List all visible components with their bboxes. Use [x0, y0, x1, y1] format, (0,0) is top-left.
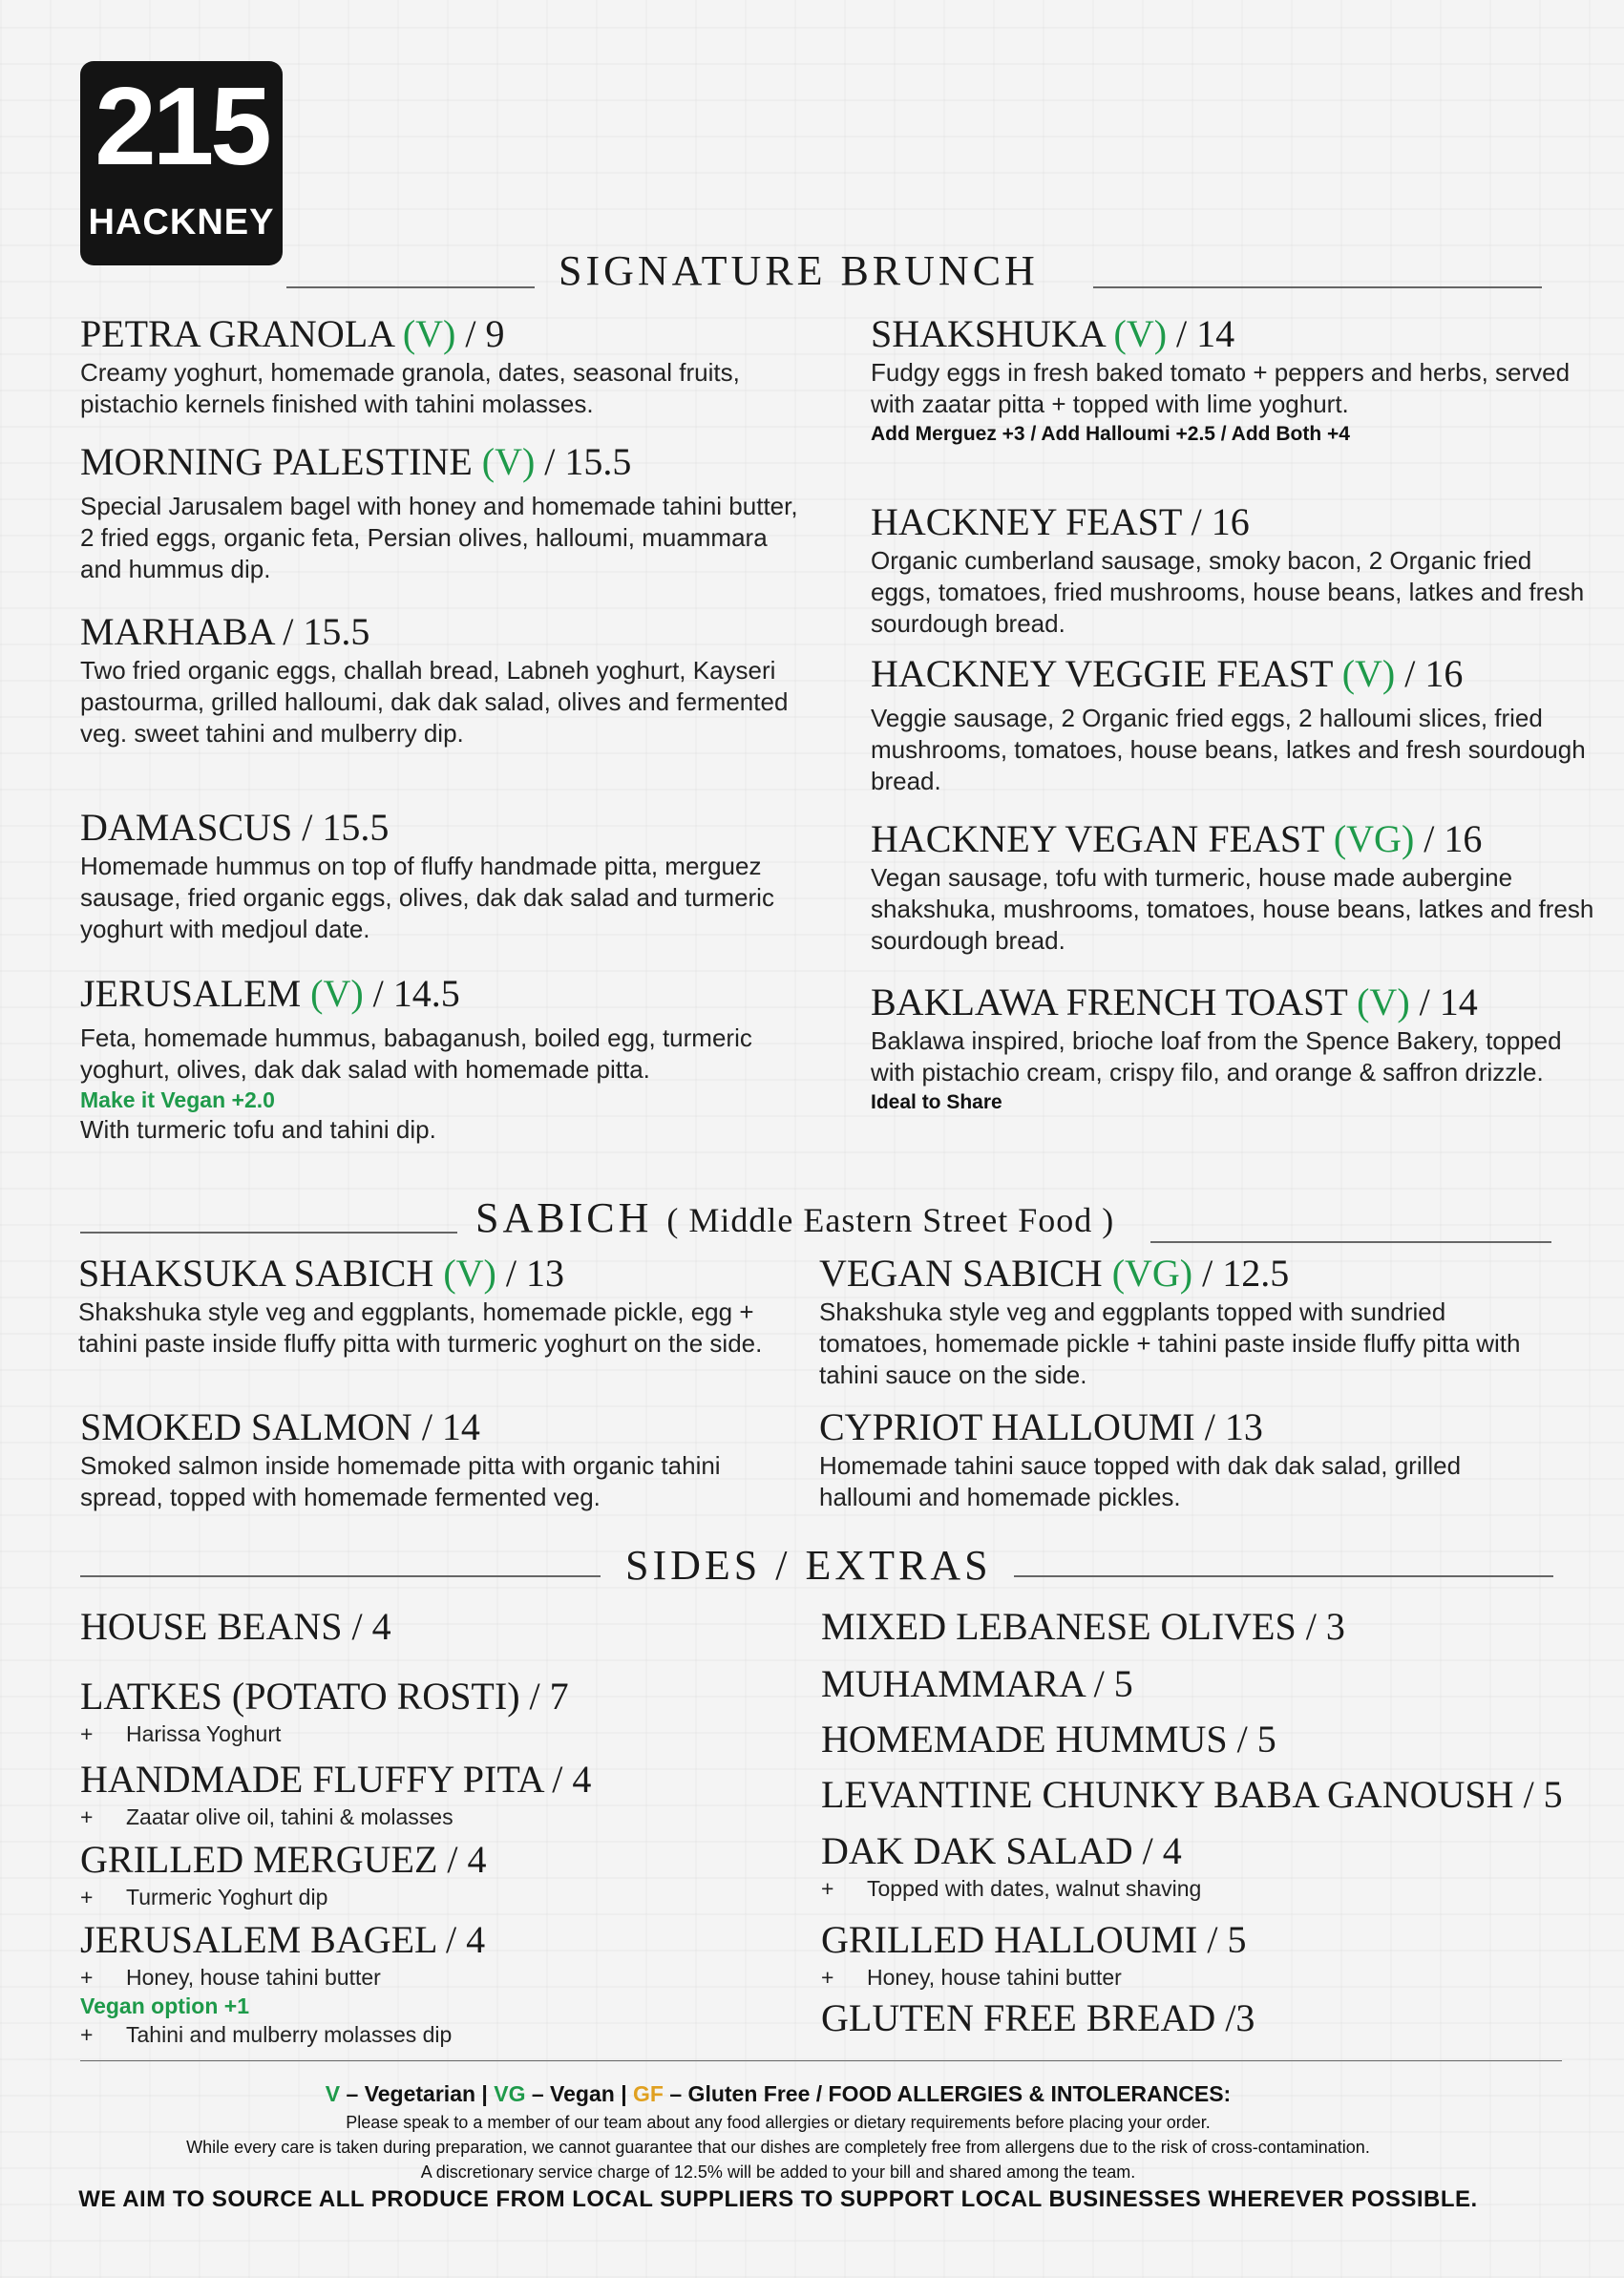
- item-title: VEGAN SABICH (VG) / 12.5: [819, 1252, 1290, 1295]
- item-title: PETRA GRANOLA (V) / 9: [80, 312, 505, 355]
- menu-item: [78, 1251, 804, 1360]
- side-option: + Harissa Yoghurt: [80, 1721, 282, 1746]
- diet-tag: (V): [1357, 981, 1410, 1023]
- item-title: SHAKSHUKA (V) / 14: [871, 312, 1235, 355]
- item-title: SHAKSUKA SABICH (V) / 13: [78, 1252, 564, 1295]
- divider: [1093, 286, 1542, 288]
- divider: [1014, 1575, 1553, 1577]
- diet-tag: (V): [481, 440, 536, 483]
- item-title: HACKNEY VEGGIE FEAST (V) / 16: [871, 652, 1464, 695]
- section-title-signature-brunch: SIGNATURE BRUNCH: [559, 247, 1039, 294]
- item-description: Homemade tahini sauce topped with dak dak salad, grilled halloumi and homemade pickles.: [819, 1451, 1462, 1511]
- divider: [80, 1232, 457, 1234]
- side-item: [821, 1661, 1547, 1707]
- item-description: Homemade hummus on top of fluffy handmade pitta, merguez sausage, fried organic eggs, olives, dak dak salad and turmeric yoghurt with medjoul date.: [80, 852, 774, 943]
- menu-item: [80, 311, 806, 420]
- allergy-notice: Please speak to a member of our team about any food allergies or dietary requirements before placing your order.: [346, 2113, 1211, 2132]
- divider: [80, 1575, 601, 1577]
- diet-tag: (V): [1341, 652, 1396, 695]
- restaurant-logo: [80, 61, 283, 265]
- side-item: [80, 1674, 806, 1748]
- side-option: + Turmeric Yoghurt dip: [80, 1885, 328, 1909]
- item-description: Creamy yoghurt, homemade granola, dates, seasonal fruits, pistachio kernels finished with tahini molasses.: [80, 358, 740, 418]
- divider: [286, 286, 535, 288]
- menu-item: [80, 609, 806, 749]
- diet-tag: (V): [1113, 312, 1168, 355]
- vegan-upgrade-description: With turmeric tofu and tahini dip.: [80, 1115, 436, 1144]
- item-title: HOMEMADE HUMMUS / 5: [821, 1718, 1276, 1761]
- diet-tag: (V): [310, 972, 364, 1015]
- item-title: BAKLAWA FRENCH TOAST (V) / 14: [871, 981, 1478, 1023]
- diet-legend: V – Vegetarian | VG – Vegan | GF – Gluten Free / FOOD ALLERGIES & INTOLERANCES:: [325, 2081, 1232, 2106]
- menu-item: [819, 1404, 1545, 1513]
- diet-tag: (VG): [1333, 817, 1415, 860]
- item-description: Smoked salmon inside homemade pitta with organic tahini spread, topped with homemade fermented veg.: [80, 1451, 721, 1511]
- menu-item: [871, 499, 1596, 640]
- item-title: GRILLED MERGUEZ / 4: [80, 1838, 487, 1881]
- item-title: GRILLED HALLOUMI / 5: [821, 1918, 1247, 1961]
- side-item: [821, 1717, 1547, 1762]
- item-title: HACKNEY FEAST / 16: [871, 500, 1250, 543]
- side-item: [821, 1828, 1547, 1903]
- menu-item: [871, 816, 1596, 957]
- item-title: DAMASCUS / 15.5: [80, 806, 390, 849]
- item-title: HANDMADE FLUFFY PITA / 4: [80, 1758, 592, 1801]
- item-description: Shakshuka style veg and eggplants, homemade pickle, egg + tahini paste inside fluffy pitta with turmeric yoghurt on the side.: [78, 1297, 763, 1358]
- section-subtitle: ( Middle Eastern Street Food ): [666, 1201, 1115, 1239]
- menu-item: [871, 651, 1596, 797]
- divider: [80, 2060, 1562, 2061]
- item-description: Feta, homemade hummus, babaganush, boiled egg, turmeric yoghurt, olives, dak dak salad with homemade pitta.: [80, 1023, 752, 1084]
- local-sourcing-statement: WE AIM TO SOURCE ALL PRODUCE FROM LOCAL SUPPLIERS TO SUPPORT LOCAL BUSINESSES WHEREVER POSSIBLE.: [78, 2186, 1478, 2212]
- item-note: Ideal to Share: [871, 1091, 1002, 1113]
- item-title: CYPRIOT HALLOUMI / 13: [819, 1405, 1263, 1448]
- item-title: HACKNEY VEGAN FEAST (VG) / 16: [871, 817, 1483, 860]
- item-title: DAK DAK SALAD / 4: [821, 1829, 1182, 1872]
- logo-place: HACKNEY: [88, 202, 275, 243]
- menu-item: [80, 805, 806, 945]
- menu-item: [80, 1404, 806, 1513]
- item-description: Veggie sausage, 2 Organic fried eggs, 2 halloumi slices, fried mushrooms, tomatoes, house beans, latkes and fresh sourdough bread.: [871, 704, 1586, 795]
- menu-item: [819, 1251, 1545, 1391]
- section-title-sides-extras: SIDES / EXTRAS: [625, 1542, 992, 1589]
- side-item: [821, 1604, 1547, 1650]
- item-title: MORNING PALESTINE (V) / 15.5: [80, 440, 632, 483]
- logo-number: 215: [95, 64, 268, 188]
- side-option: + Honey, house tahini butter: [821, 1965, 1122, 1990]
- diet-tag: (V): [402, 312, 456, 355]
- item-description: Fudgy eggs in fresh baked tomato + peppers and herbs, served with zaatar pitta + topped with lime yoghurt.: [871, 358, 1571, 418]
- item-addons: Add Merguez +3 / Add Halloumi +2.5 / Add Both +4: [871, 423, 1350, 445]
- item-description: Organic cumberland sausage, smoky bacon, 2 Organic fried eggs, tomatoes, fried mushrooms, house beans, latkes and fresh sourdough bread.: [871, 546, 1585, 638]
- item-title: SMOKED SALMON / 14: [80, 1405, 480, 1448]
- menu-item: [871, 980, 1596, 1117]
- section-title-sabich: SABICH ( Middle Eastern Street Food ): [475, 1194, 1115, 1241]
- side-item: [80, 1837, 806, 1911]
- item-title: JERUSALEM BAGEL / 4: [80, 1918, 486, 1961]
- item-description: Shakshuka style veg and eggplants topped with sundried tomatoes, homemade pickle + tahini paste inside fluffy pitta with tahini sauce on the side.: [819, 1297, 1521, 1389]
- item-title: JERUSALEM (V) / 14.5: [80, 972, 460, 1015]
- item-title: LATKES (POTATO ROSTI) / 7: [80, 1675, 569, 1718]
- menu-item: [871, 311, 1596, 449]
- side-option: + Honey, house tahini butter: [80, 1965, 381, 1990]
- side-item: [80, 1757, 806, 1831]
- item-title: LEVANTINE CHUNKY BABA GANOUSH / 5: [821, 1773, 1563, 1816]
- side-item: [80, 1917, 806, 2049]
- cross-contamination-notice: While every care is taken during preparation, we cannot guarantee that our dishes are completely free from allergens due to the risk of cross-contamination.: [186, 2138, 1370, 2157]
- item-title: MUHAMMARA / 5: [821, 1662, 1133, 1705]
- menu-item: [80, 439, 806, 585]
- diet-tag: (V): [443, 1252, 496, 1295]
- side-option: + Zaatar olive oil, tahini & molasses: [80, 1804, 453, 1829]
- diet-tag: (VG): [1111, 1252, 1193, 1295]
- item-title: MARHABA / 15.5: [80, 610, 370, 653]
- side-option: + Tahini and mulberry molasses dip: [80, 2022, 453, 2047]
- item-title: GLUTEN FREE BREAD /3: [821, 1996, 1255, 2039]
- divider: [1150, 1241, 1551, 1243]
- vegan-option: Vegan option +1: [80, 1993, 250, 2018]
- item-description: Two fried organic eggs, challah bread, Labneh yoghurt, Kayseri pastourma, grilled halloumi, dak dak salad, olives and fermented veg. sweet tahini and mulberry dip.: [80, 656, 789, 748]
- side-option: + Topped with dates, walnut shaving: [821, 1876, 1202, 1901]
- side-item: [80, 1604, 806, 1650]
- item-description: Vegan sausage, tofu with turmeric, house made aubergine shakshuka, mushrooms, tomatoes, house beans, latkes and fresh sourdough bread.: [871, 863, 1594, 955]
- item-description: Baklawa inspired, brioche loaf from the Spence Bakery, topped with pistachio cream, crispy filo, and orange & saffron drizzle.: [871, 1026, 1562, 1086]
- side-item: [821, 1995, 1547, 2041]
- vegan-upgrade: Make it Vegan +2.0: [80, 1087, 275, 1112]
- item-description: Special Jarusalem bagel with honey and homemade tahini butter, 2 fried eggs, organic feta, Persian olives, halloumi, muammara and hummus dip.: [80, 492, 798, 583]
- side-item: [821, 1917, 1547, 1992]
- side-item: [821, 1772, 1563, 1818]
- item-title: MIXED LEBANESE OLIVES / 3: [821, 1605, 1345, 1648]
- menu-item: [80, 971, 806, 1146]
- item-title: HOUSE BEANS / 4: [80, 1605, 391, 1648]
- service-charge-notice: A discretionary service charge of 12.5% will be added to your bill and shared among the team.: [420, 2162, 1136, 2182]
